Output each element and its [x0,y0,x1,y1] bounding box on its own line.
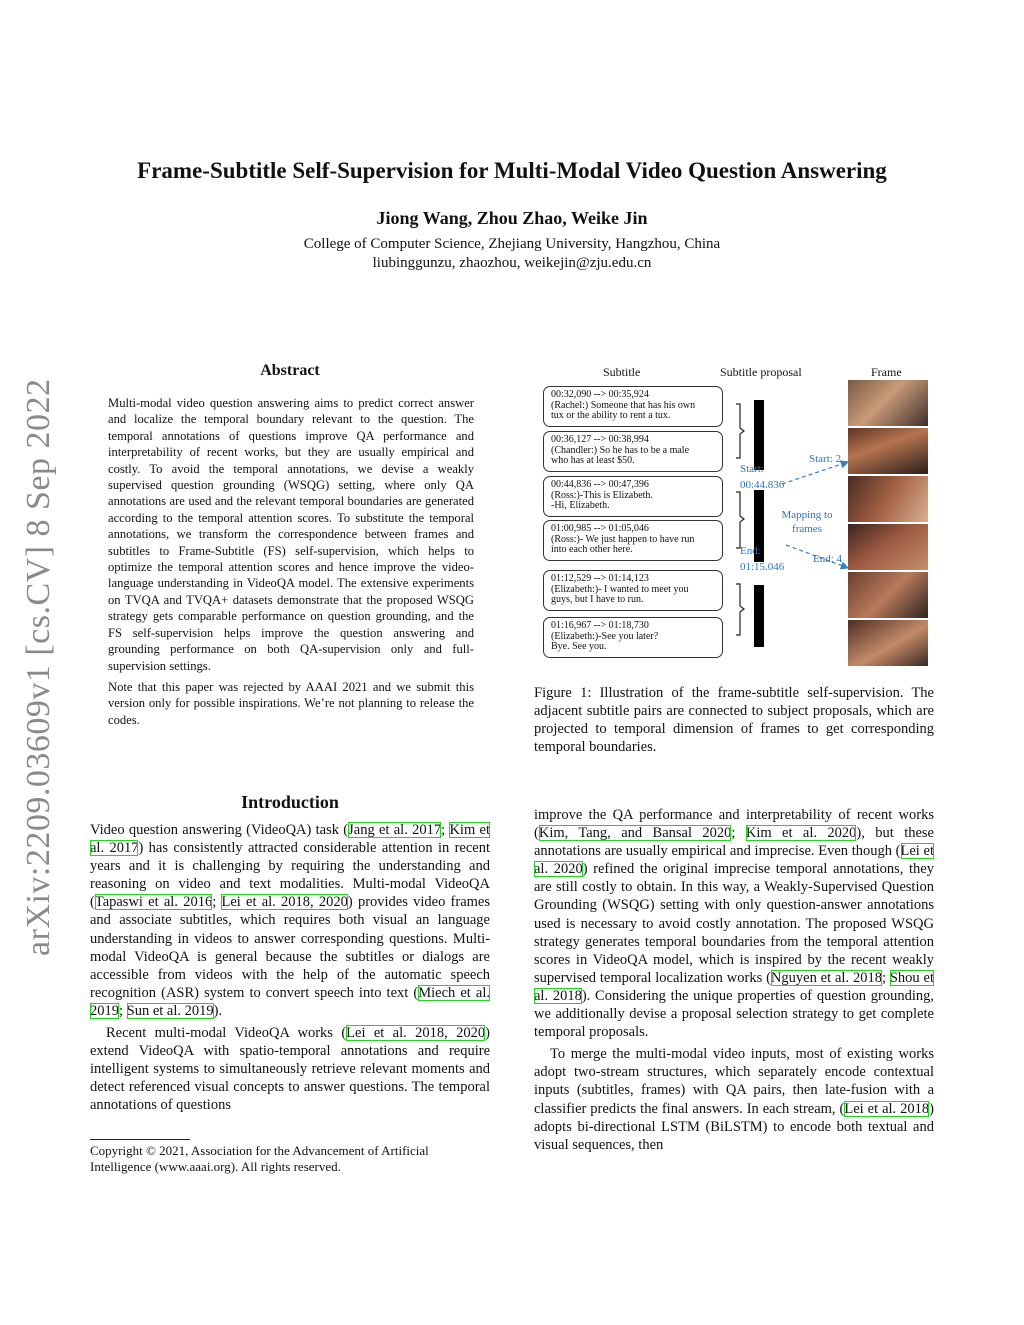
intro-paragraph [534,806,934,1041]
intro-paragraph [90,1024,490,1114]
text-run: ), but these annotations are usually empirical and imprecise. Even though ( [534,825,934,860]
arxiv-stamp: arXiv:2209.03609v1 [cs.CV] 8 Sep 2022 [20,378,57,956]
citation-link[interactable]: Nguyen et al. 2018 [770,969,882,986]
video-frame [848,572,928,618]
intro-paragraph [90,821,490,1020]
start-label: Start: [740,463,764,475]
text-run: ) has consistently attracted considerable attention in recent years and it is challenging by requiring the understanding and reasoning on video and text modalities. Multi-modal VideoQA ( [90,840,490,911]
video-frame [848,620,928,666]
frame-strip [848,380,928,670]
text-run: ) provides video frames and associate subtitles, which requires both visual an language understanding in videos to answer corresponding questions. Multi-modal VideoQA is general because the subtitles or dialogs are accessible from videos with the help of the automatic speech recognition (ASR) system to convert speech into text ( [90,894,491,1001]
bracket [736,584,744,635]
right-column [534,806,934,1158]
citation-link[interactable]: Lei et al. 2018, 2020 [221,894,348,911]
proposal-bar [754,400,764,470]
text-run: ; [441,822,450,838]
start-mapping-arrow [782,462,848,484]
subtitle-line: who has at least $50. [551,456,635,466]
proposal-bar [754,585,764,647]
left-column [90,821,490,1119]
text-run: ; [731,825,746,842]
citation-link[interactable]: Lei et al. 2018, 2020 [346,1025,486,1042]
abstract-note: Note that this paper was rejected by AAAI 2021 and we submit this version only for possible inspirations. We’re not planning to release the codes. [108,679,474,727]
citation-link[interactable]: Shou et al. 2018 [534,969,934,1004]
footnote-rule [90,1139,190,1140]
text-run: ). [213,1002,223,1019]
paper-title: Frame-Subtitle Self-Supervision for Multi-Modal Video Question Answering [137,158,887,183]
text-run: ) extend VideoQA with spatio-temporal annotations and require intelligent systems to simultaneously retrieve relevant moments and detect referenced visual concepts to answer questions. The temporal annotations of questions [90,1025,490,1114]
subtitle-time: 00:36,127 --> 00:38,994 [551,435,649,445]
bracket [736,404,744,458]
subtitle-line: (Chandler:) So he has to be a male [551,445,690,456]
citation-link[interactable]: Kim et al. 2020 [745,825,857,842]
video-frame [848,380,928,426]
brackets [736,404,744,635]
subtitle-box [543,570,723,611]
subtitle-line: into each other here. [551,545,633,555]
end-label: End: [740,545,761,557]
text-run: ) adopts bi-directional LSTM (BiLSTM) to encode both textual and visual sequences, then [534,1100,934,1153]
figure-header-proposal: Subtitle proposal [720,365,802,379]
affiliation-block [0,235,1024,273]
subtitle-line: Bye. See you. [551,642,607,652]
abstract-heading: Abstract [260,362,320,379]
text-run: ). Considering the unique properties of question grounding, we additionally devise a proposal selection strategy to get complete temporal proposals. [534,987,934,1041]
subtitle-time: 00:44,836 --> 00:47,396 [551,480,649,490]
text-run: Video question answering (VideoQA) task ( [90,822,349,838]
abstract-paragraph: Multi-modal video question answering aims to predict correct answer and localize the temporal boundary relevant to the question. The temporal annotations of questions improve QA performance and interpretability of recent works, but they are usually empirical and costly. To avoid the temporal annotations, we devise a weakly supervised question grounding (WSQG) setting, where only QA annotations are used and the relevant temporal boundaries are generated according to the temporal attention scores. To substitute the temporal annotations, we transform the correspondence between frames and subtitles to Frame-Subtitle (FS) self-supervision, which helps to optimize the temporal attention scores and hence improve the video-language understanding in VideoQA model. The extensive experiments on TVQA and TVQA+ datasets demonstrate that the proposed WSQG strategy gets comparable performance on question grounding, and the FS self-supervision helps improve the question answering and grounding performance on both QA-supervision only and full-supervision settings. [108,396,474,673]
subtitle-line: (Elizabeth:)- I wanted to meet you [551,584,689,595]
affiliation: College of Computer Science, Zhejiang University, Hangzhou, China [303,236,721,252]
subtitle-time: 01:00,985 --> 01:05,046 [551,524,649,534]
citation-link[interactable]: Lei et al. 2020 [534,843,934,878]
citation-link[interactable]: Jang et al. 2017 [348,822,442,838]
end-annotation [740,543,784,575]
video-frame [848,476,928,522]
figure-header-subtitle: Subtitle [603,365,641,379]
text-run: To merge the multi-modal video inputs, most of existing works adopt two-stream structures, which separately encode contextual inputs (subtitles, frames) with QA pairs, then late-fusion with a classifier predicts the final answers. In each stream, ( [534,1046,934,1117]
subtitle-box [543,386,723,427]
text-run: Recent multi-modal VideoQA works ( [106,1025,347,1042]
end-time: 01:15.046 [740,561,785,573]
mapping-annotation [776,508,838,536]
start-frame-label: Start: 2 [809,453,842,465]
bracket [736,492,744,548]
start-annotation [740,461,784,493]
text-run: ; [212,894,222,911]
subtitle-line: (Elizabeth:)-See you later? [551,631,659,642]
subtitle-line: (Rachel:) Someone that has his own [551,400,696,411]
copyright-footnote: Copyright © 2021, Association for the Advancement of Artificial Intelligence (www.aaai.org). All rights reserved. [90,1143,429,1174]
citation-link[interactable]: Lei et al. 2018 [844,1100,930,1117]
authors: Jiong Wang, Zhou Zhao, Weike Jin [376,208,648,228]
mapping-line: frames [792,523,822,535]
start-time: 00:44.836 [740,479,785,491]
text-run: ; [881,969,890,986]
subtitle-line: (Ross:)- We just happen to have run [551,534,695,545]
text-run: improve the QA performance and interpretability of recent works ( [534,807,934,842]
figure-header-frame: Frame [871,365,902,379]
subtitle-time: 01:12,529 --> 01:14,123 [551,574,649,584]
citation-link[interactable]: Kim et al. 2017 [90,822,490,857]
subtitle-time: 00:32,090 --> 00:35,924 [551,390,649,400]
emails: liubinggunzu, zhaozhou, weikejin@zju.edu.cn [372,255,652,271]
end-frame-label: End: 4 [813,553,843,565]
citation-link[interactable]: Tapaswi et al. 2016 [94,894,213,911]
video-frame [848,428,928,474]
introduction-heading: Introduction [241,792,339,812]
intro-paragraph [534,1045,934,1154]
mapping-line: Mapping to [781,509,833,521]
subtitle-box [543,431,723,472]
figure-caption: Figure 1: Illustration of the frame-subtitle self-supervision. The adjacent subtitle pairs are connected to subject proposals, which are projected to temporal dimension of frames to get corresponding temporal boundaries. [534,685,934,756]
citation-link[interactable]: Miech et al. 2019 [90,984,490,1019]
text-run: ; [119,1002,127,1019]
subtitle-box [543,617,723,658]
video-frame [848,524,928,570]
subtitle-time: 01:16,967 --> 01:18,730 [551,621,649,631]
subtitle-box [543,476,723,517]
subtitle-line: guys, but I have to run. [551,595,644,605]
abstract-body [108,395,474,733]
subtitle-line: -Hi, Elizabeth. [551,501,610,511]
citation-link[interactable]: Kim, Tang, and Bansal 2020 [538,825,732,842]
text-run: ) refined the original imprecise temporal annotations, they are still costly to obtain. In this way, a Weakly-Supervised Question Grounding (WSQG) setting with only question-answer annotations used is necessary to avoid costly annotation. The proposed WSQG strategy generates temporal boundaries from the temporal attention scores in VideoQA model, which is inspired by the recent weakly supervised temporal localization works ( [534,861,934,986]
subtitle-line: tux or the ability to rent a tux. [551,411,671,421]
subtitle-box [543,520,723,561]
citation-link[interactable]: Sun et al. 2019 [126,1002,214,1019]
subtitle-line: (Ross:)-This is Elizabeth. [551,490,653,501]
